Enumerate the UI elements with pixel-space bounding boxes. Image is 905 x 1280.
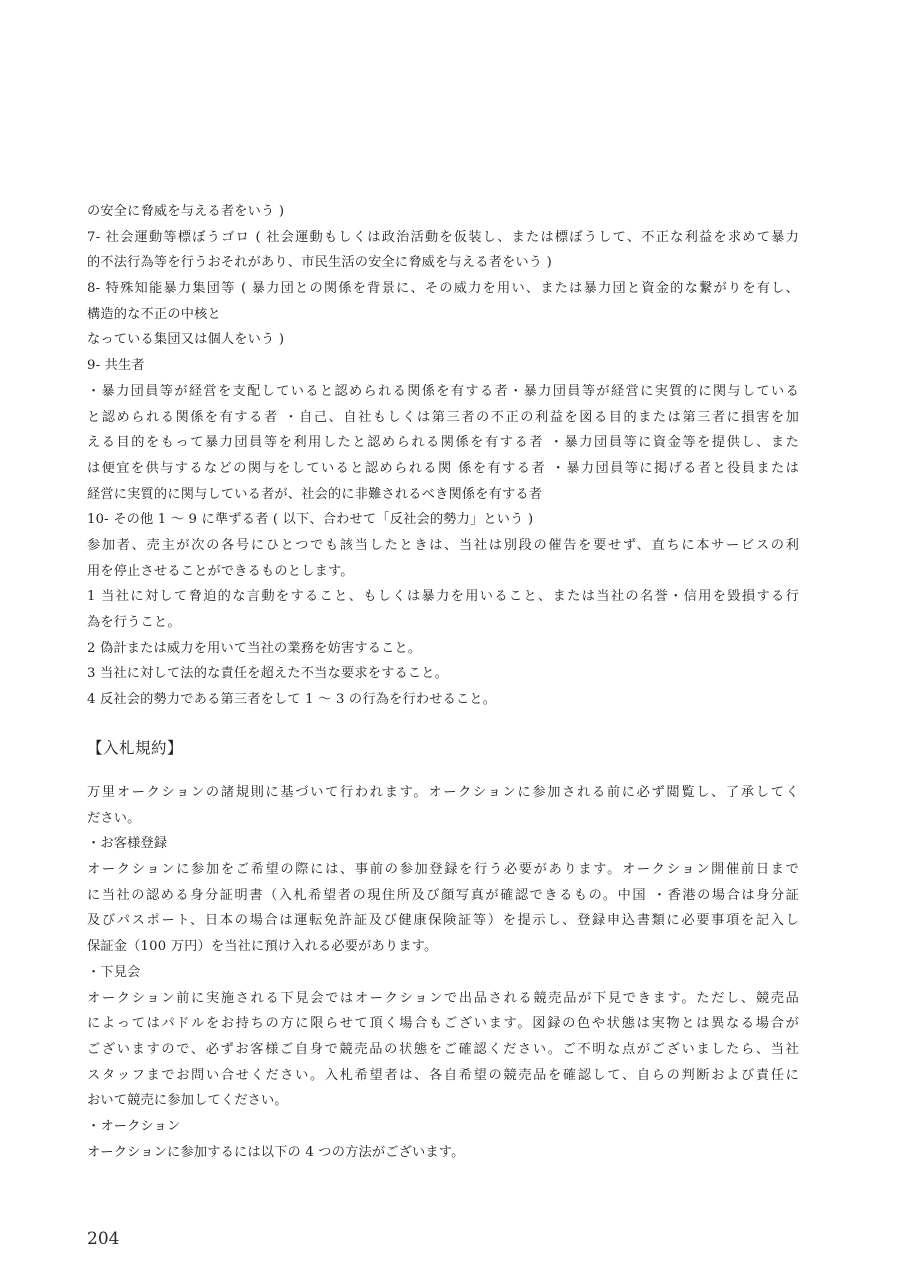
text-line: 3 当社に対して法的な責任を超えた不当な要求をすること。 <box>87 666 449 682</box>
terms-section-bidding <box>87 780 799 1165</box>
text-line: オークション前に実施される下見会ではオークションで出品される競売品が下見できます。ただし、競売品 <box>87 990 799 1006</box>
section-heading-bidding-terms: 【入札規約】 <box>87 739 184 757</box>
text-line: 保証金（100 万円）を当社に預け入れる必要があります。 <box>87 939 438 955</box>
text-line: の安全に脅威を与える者をいう ) <box>87 204 285 219</box>
text-line: 参加者、売主が次の各号にひとつでも該当したときは、当社は別段の催告を要せず、直ちに本サービスの利 <box>87 537 799 553</box>
text-line: オークションに参加をご希望の際には、事前の参加登録を行う必要があります。オークション開催前日まで <box>87 862 799 878</box>
page-number: 204 <box>87 1229 120 1249</box>
text-line: 2 偽計または威力を用いて当社の業務を妨害すること。 <box>87 640 422 656</box>
text-line: 万里オークションの諸規則に基づいて行われます。オークションに参加される前に必ず閲覧し、了承してく <box>87 785 799 800</box>
text-line: 4 反社会的勢力である第三者をして 1 ～ 3 の行為を行わせること。 <box>87 692 497 708</box>
text-line: 用を停止させることができるものとします。 <box>87 563 354 579</box>
text-line: スタッフまでお問い合せください。入札希望者は、各自希望の競売品を確認して、自らの判断および責任に <box>87 1067 799 1083</box>
text-line: 経営に実質的に関与している者が、社会的に非難されるべき関係を有する者 <box>87 486 543 502</box>
terms-section-antisocial <box>87 199 799 713</box>
text-line: 為を行うこと。 <box>87 615 181 630</box>
subheading-customer-registration: ・お客様登録 <box>87 836 168 852</box>
text-line: 及びパスポート、日本の場合は運転免許証及び健康保険証等）を提示し、登録申込書類に必要事項を記入し <box>87 913 799 929</box>
text-line: オークションに参加するには以下の 4 つの方法がございます。 <box>87 1144 465 1160</box>
text-line: 7- 社会運動等標ぼうゴロ ( 社会運動もしくは政治活動を仮装し、または標ぼうして、不正な利益を求めて暴力 <box>87 229 799 245</box>
text-line: 1 当社に対して脅迫的な言動をすること、もしくは暴力を用いること、または当社の名誉・信用を毀損する行 <box>87 589 799 605</box>
text-line: によってはパドルをお持ちの方に限らせて頂く場合もございます。図録の色や状態は実物とは異なる場合が <box>87 1016 799 1032</box>
text-line: える目的をもって暴力団員等を利用したと認められる関係を有する者 ・暴力団員等に資金等を提供し、また <box>87 435 799 451</box>
text-line: は便宜を供与するなどの関与をしていると認められる関 係を有する者 ・暴力団員等に掲げる者と役員または <box>87 460 799 476</box>
subheading-auction: ・オークション <box>87 1118 181 1134</box>
text-line: ございますので、必ずお客様ご自身で競売品の状態をご確認ください。ご不明な点がございましたら、当社 <box>87 1041 799 1057</box>
text-line: ・暴力団員等が経営を支配していると認められる関係を有する者・暴力団員等が経営に実質的に関与している <box>87 383 799 399</box>
text-line: 構造的な不正の中核と <box>87 306 221 322</box>
subheading-preview: ・下見会 <box>87 964 141 980</box>
text-line: に当社の認める身分証明書（入札希望者の現住所及び顔写真が確認できるもの。中国 ・香港の場合は身分証 <box>87 887 799 903</box>
text-line: 的不法行為等を行うおそれがあり、市民生活の安全に脅威を与える者をいう ) <box>87 255 552 271</box>
text-line: ださい。 <box>87 810 141 826</box>
text-line: なっている集団又は個人をいう ) <box>87 332 285 348</box>
text-line: 8- 特殊知能暴力集団等 ( 暴力団との関係を背景に、その威力を用い、または暴力団と資金的な繋がりを有し、 <box>87 281 799 297</box>
text-line: と認められる関係を有する者 ・自己、自社もしくは第三者の不正の利益を図る目的または第三者に損害を加 <box>87 409 799 425</box>
text-line: 10- その他 1 ～ 9 に準ずる者 ( 以下、合わせて「反社会的勢力」という ) <box>87 512 534 528</box>
text-line: おいて競売に参加してください。 <box>87 1093 288 1109</box>
text-line: 9- 共生者 <box>87 358 145 374</box>
